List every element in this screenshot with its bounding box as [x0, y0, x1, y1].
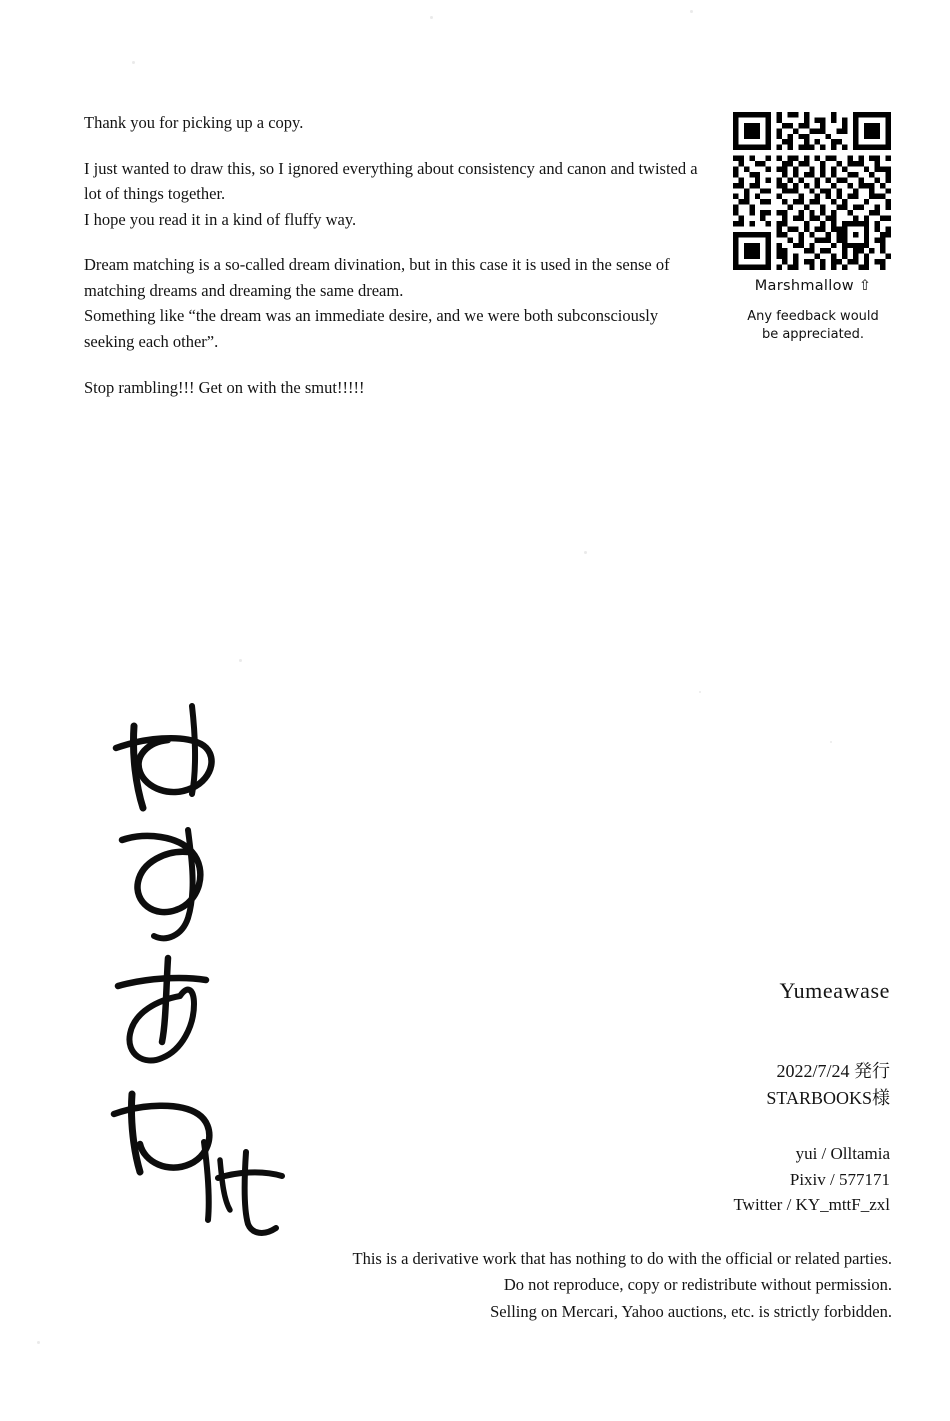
- brush-title-japanese: [96, 690, 306, 1250]
- author-circle: yui / Olltamia: [795, 1144, 890, 1163]
- feedback-note-line-2: be appreciated.: [761, 326, 865, 342]
- paper-speck: [830, 741, 832, 743]
- qr-code-icon[interactable]: [733, 112, 891, 270]
- paper-speck: [37, 1341, 40, 1344]
- publication-info: [766, 1058, 890, 1112]
- afterword-line-2b: I hope you read it in a kind of fluffy way.: [84, 209, 357, 229]
- marshmallow-qr-block: [733, 112, 893, 343]
- paper-speck: [132, 61, 135, 64]
- paper-speck: [699, 691, 701, 693]
- feedback-note-line-1: Any feedback would: [747, 309, 879, 324]
- paper-speck: [239, 659, 242, 662]
- author-credits: [733, 1141, 890, 1218]
- publication-date: 2022/7/24 発行: [776, 1061, 890, 1081]
- twitter-handle: Twitter / KY_mttF_zxl: [733, 1195, 890, 1214]
- romaji-title: Yumeawase: [779, 978, 890, 1003]
- afterword-paragraph-3: [84, 252, 704, 354]
- afterword-paragraph-1: Thank you for picking up a copy.: [84, 113, 304, 132]
- afterword-line-2a: I just wanted to draw this, so I ignored everything about consistency and canon and twisted a lot of things together.: [84, 158, 698, 204]
- afterword-paragraph-2: [84, 156, 704, 233]
- disclaimer-text: [0, 1246, 892, 1325]
- afterword-text: [84, 110, 704, 400]
- disclaimer-line-3: Selling on Mercari, Yahoo auctions, etc. is strictly forbidden.: [490, 1301, 892, 1321]
- marshmallow-caption: Marshmallow ⇧: [754, 278, 872, 294]
- afterword-line-3a: Dream matching is a so-called dream divination, but in this case it is used in the sense of matching dreams and dreaming the same dream.: [84, 255, 670, 300]
- afterword-line-3b: Something like “the dream was an immediate desire, and we were both subconsciously seeking each other”.: [84, 306, 659, 351]
- paper-speck: [690, 10, 693, 13]
- brush-title-strokes: [96, 690, 306, 1250]
- printer-name: STARBOOKS様: [766, 1088, 890, 1108]
- afterword-paragraph-4: Stop rambling!!! Get on with the smut!!!!!: [84, 377, 365, 397]
- paper-speck: [584, 551, 587, 554]
- disclaimer-line-2: Do not reproduce, copy or redistribute without permission.: [503, 1275, 892, 1295]
- paper-speck: [430, 16, 433, 19]
- pixiv-id: Pixiv / 577171: [789, 1169, 890, 1189]
- feedback-note: [733, 308, 893, 343]
- disclaimer-line-1: This is a derivative work that has nothing to do with the official or related parties.: [352, 1249, 892, 1268]
